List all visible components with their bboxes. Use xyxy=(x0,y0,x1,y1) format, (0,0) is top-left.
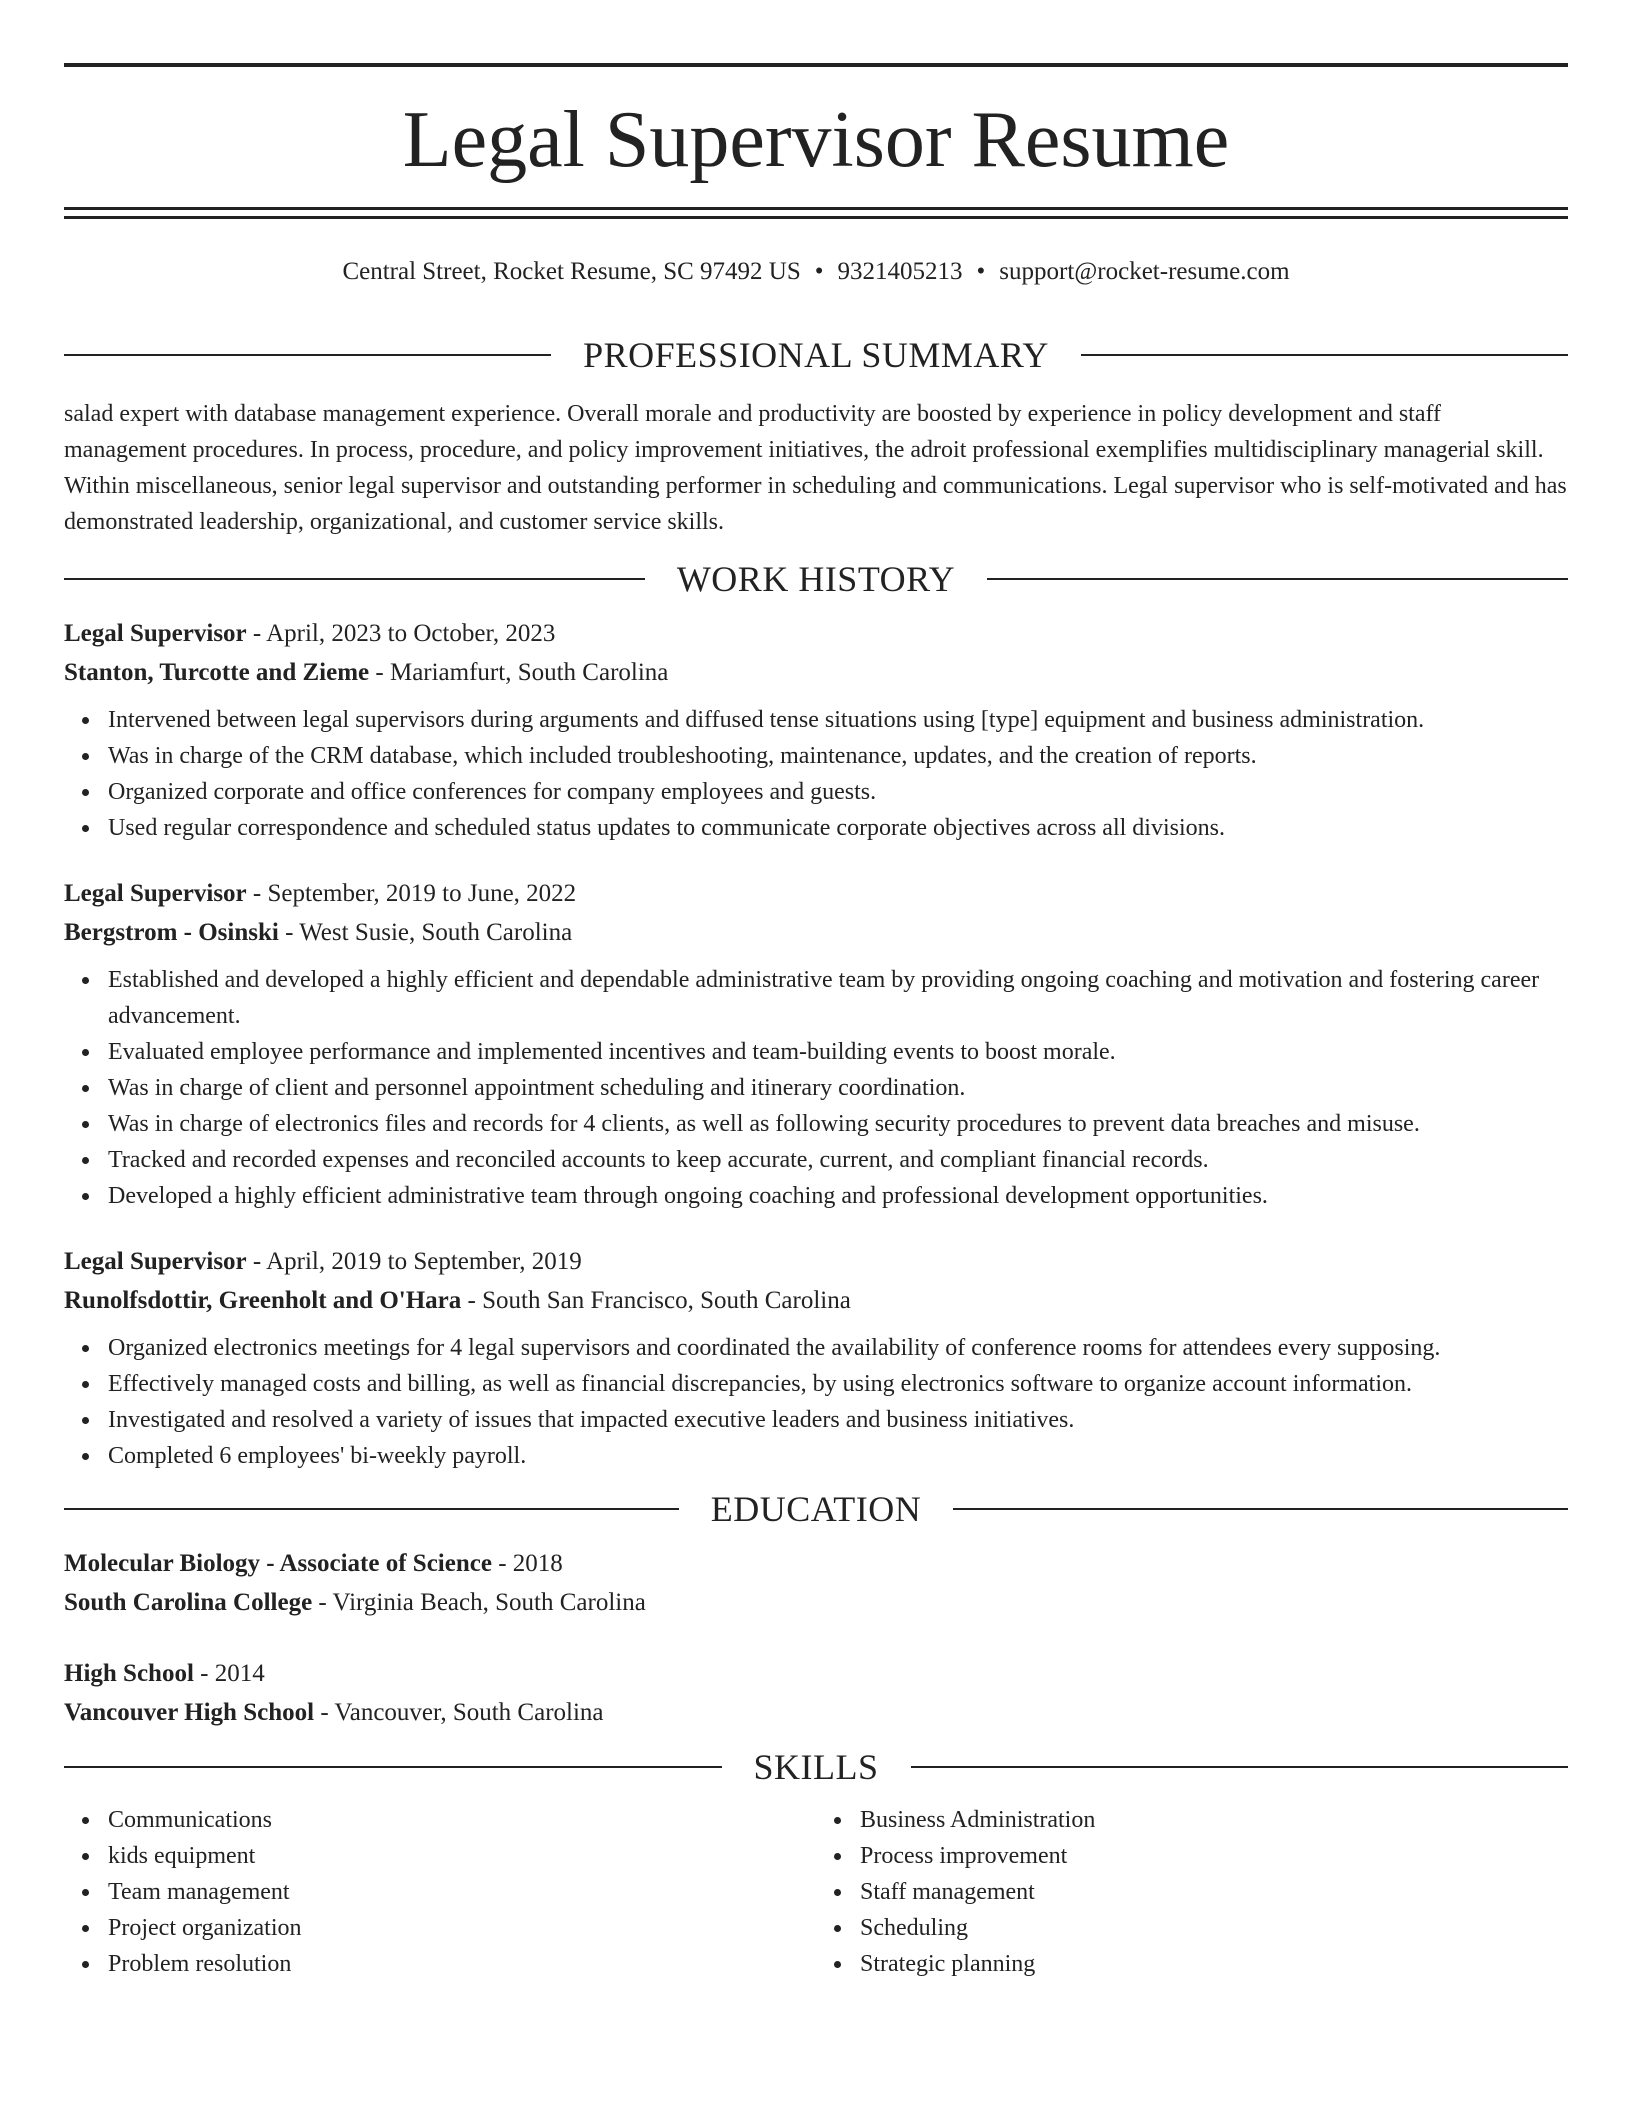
job-title: Legal Supervisor xyxy=(64,620,247,647)
job-title-line xyxy=(64,874,1568,913)
header-rule xyxy=(987,578,1568,580)
contact-email: support@rocket-resume.com xyxy=(999,258,1290,285)
job-bullets xyxy=(64,962,1568,1214)
list-item: Was in charge of electronics files and records for 4 clients, as well as following security procedures to prevent data breaches and misuse. xyxy=(108,1106,1568,1142)
list-item: Established and developed a highly efficient and dependable administrative team by providing ongoing coaching and motivation and fostering career advancement. xyxy=(108,962,1568,1034)
job-company: Stanton, Turcotte and Zieme xyxy=(64,659,370,686)
title-rule-lower xyxy=(64,216,1568,219)
education-location: - Vancouver, South Carolina xyxy=(314,1699,604,1726)
job-dates: - April, 2019 to September, 2019 xyxy=(246,1248,582,1275)
job-location: - South San Francisco, South Carolina xyxy=(461,1287,851,1314)
list-item: Used regular correspondence and scheduled status updates to communicate corporate objectives across all divisions. xyxy=(108,810,1568,846)
list-item: Investigated and resolved a variety of issues that impacted executive leaders and business initiatives. xyxy=(108,1402,1568,1438)
section-header-summary xyxy=(64,330,1568,380)
list-item: Evaluated employee performance and implemented incentives and team-building events to boost morale. xyxy=(108,1034,1568,1070)
list-item: Was in charge of client and personnel appointment scheduling and itinerary coordination. xyxy=(108,1070,1568,1106)
job-company-line xyxy=(64,653,1568,692)
contact-phone: 9321405213 xyxy=(837,258,963,285)
skills-column-left xyxy=(64,1802,816,1982)
resume-content xyxy=(64,330,1568,1982)
section-title: EDUCATION xyxy=(710,1489,922,1529)
education-degree-line xyxy=(64,1654,1568,1693)
list-item: Organized electronics meetings for 4 legal supervisors and coordinated the availability of conference rooms for attendees every supposing. xyxy=(108,1330,1568,1366)
job-bullets xyxy=(64,702,1568,846)
header-rule xyxy=(64,1766,722,1768)
section-header-work xyxy=(64,554,1568,604)
list-item: Developed a highly efficient administrative team through ongoing coaching and professional development opportunities. xyxy=(108,1178,1568,1214)
job-company-line xyxy=(64,1281,1568,1320)
education-entry xyxy=(64,1544,1568,1622)
education-year: - 2014 xyxy=(193,1660,265,1687)
summary-text: salad expert with database management experience. Overall morale and productivity are boosted by experience in policy development and staff management procedures. In process, procedure, and policy improvement initiatives, the adroit professional exemplifies multidisciplinary managerial skill. Within miscellaneous, senior legal supervisor and outstanding performer in scheduling and communications. Legal supervisor who is self-motivated and has demonstrated leadership, organizational, and customer service skills. xyxy=(64,401,1567,535)
resume-title: Legal Supervisor Resume xyxy=(402,96,1230,184)
list-item: Intervened between legal supervisors during arguments and diffused tense situations using [type] equipment and business administration. xyxy=(108,702,1568,738)
list-item: Organized corporate and office conferences for company employees and guests. xyxy=(108,774,1568,810)
header-rule xyxy=(1081,354,1568,356)
skill-item: Project organization xyxy=(108,1910,816,1946)
top-rule xyxy=(64,63,1568,67)
education-school: South Carolina College xyxy=(64,1589,313,1616)
education-degree-line xyxy=(64,1544,1568,1583)
education-location: - Virginia Beach, South Carolina xyxy=(312,1589,646,1616)
contact-line xyxy=(64,254,1568,290)
header-rule xyxy=(64,578,645,580)
skills-column-right xyxy=(816,1802,1568,1982)
skill-item: Problem resolution xyxy=(108,1946,816,1982)
section-header-education xyxy=(64,1484,1568,1534)
list-item: Completed 6 employees' bi-weekly payroll. xyxy=(108,1438,1568,1474)
list-item: Effectively managed costs and billing, as well as financial discrepancies, by using electronics software to organize account information. xyxy=(108,1366,1568,1402)
job-company: Bergstrom - Osinski xyxy=(64,919,279,946)
job-title-line xyxy=(64,614,1568,653)
list-item: Tracked and recorded expenses and reconciled accounts to keep accurate, current, and compliant financial records. xyxy=(108,1142,1568,1178)
contact-separator: • xyxy=(814,258,824,285)
job-title: Legal Supervisor xyxy=(64,1248,247,1275)
skill-item: Strategic planning xyxy=(860,1946,1568,1982)
skill-item: Scheduling xyxy=(860,1910,1568,1946)
skill-item: Process improvement xyxy=(860,1838,1568,1874)
job-title-line xyxy=(64,1242,1568,1281)
job-location: - Mariamfurt, South Carolina xyxy=(369,659,669,686)
job-entry xyxy=(64,614,1568,846)
skill-item: Staff management xyxy=(860,1874,1568,1910)
education-entry xyxy=(64,1654,1568,1732)
education-degree: High School xyxy=(64,1660,194,1687)
job-location: - West Susie, South Carolina xyxy=(278,919,573,946)
section-header-skills xyxy=(64,1742,1568,1792)
skills-list xyxy=(64,1802,1568,1982)
skill-item: kids equipment xyxy=(108,1838,816,1874)
job-bullets xyxy=(64,1330,1568,1474)
list-item: Was in charge of the CRM database, which included troubleshooting, maintenance, updates, and the creation of reports. xyxy=(108,738,1568,774)
contact-address: Central Street, Rocket Resume, SC 97492 US xyxy=(342,258,801,285)
skill-item: Team management xyxy=(108,1874,816,1910)
header-rule xyxy=(911,1766,1569,1768)
job-entry xyxy=(64,874,1568,1214)
education-school: Vancouver High School xyxy=(64,1699,315,1726)
section-title: PROFESSIONAL SUMMARY xyxy=(583,335,1049,375)
education-school-line xyxy=(64,1693,1568,1732)
job-dates: - April, 2023 to October, 2023 xyxy=(246,620,556,647)
header-rule xyxy=(64,354,551,356)
education-school-line xyxy=(64,1583,1568,1622)
title-rule-upper xyxy=(64,207,1568,210)
skill-item: Business Administration xyxy=(860,1802,1568,1838)
header-rule xyxy=(64,1508,679,1510)
job-entry xyxy=(64,1242,1568,1474)
job-company: Runolfsdottir, Greenholt and O'Hara xyxy=(64,1287,462,1314)
job-title: Legal Supervisor xyxy=(64,880,247,907)
contact-separator: • xyxy=(976,258,986,285)
job-company-line xyxy=(64,913,1568,952)
education-year: - 2018 xyxy=(491,1550,563,1577)
education-degree: Molecular Biology - Associate of Science xyxy=(64,1550,492,1577)
header-rule xyxy=(953,1508,1568,1510)
section-title: SKILLS xyxy=(753,1747,879,1787)
job-dates: - September, 2019 to June, 2022 xyxy=(246,880,577,907)
section-title: WORK HISTORY xyxy=(676,559,956,599)
skill-item: Communications xyxy=(108,1802,816,1838)
